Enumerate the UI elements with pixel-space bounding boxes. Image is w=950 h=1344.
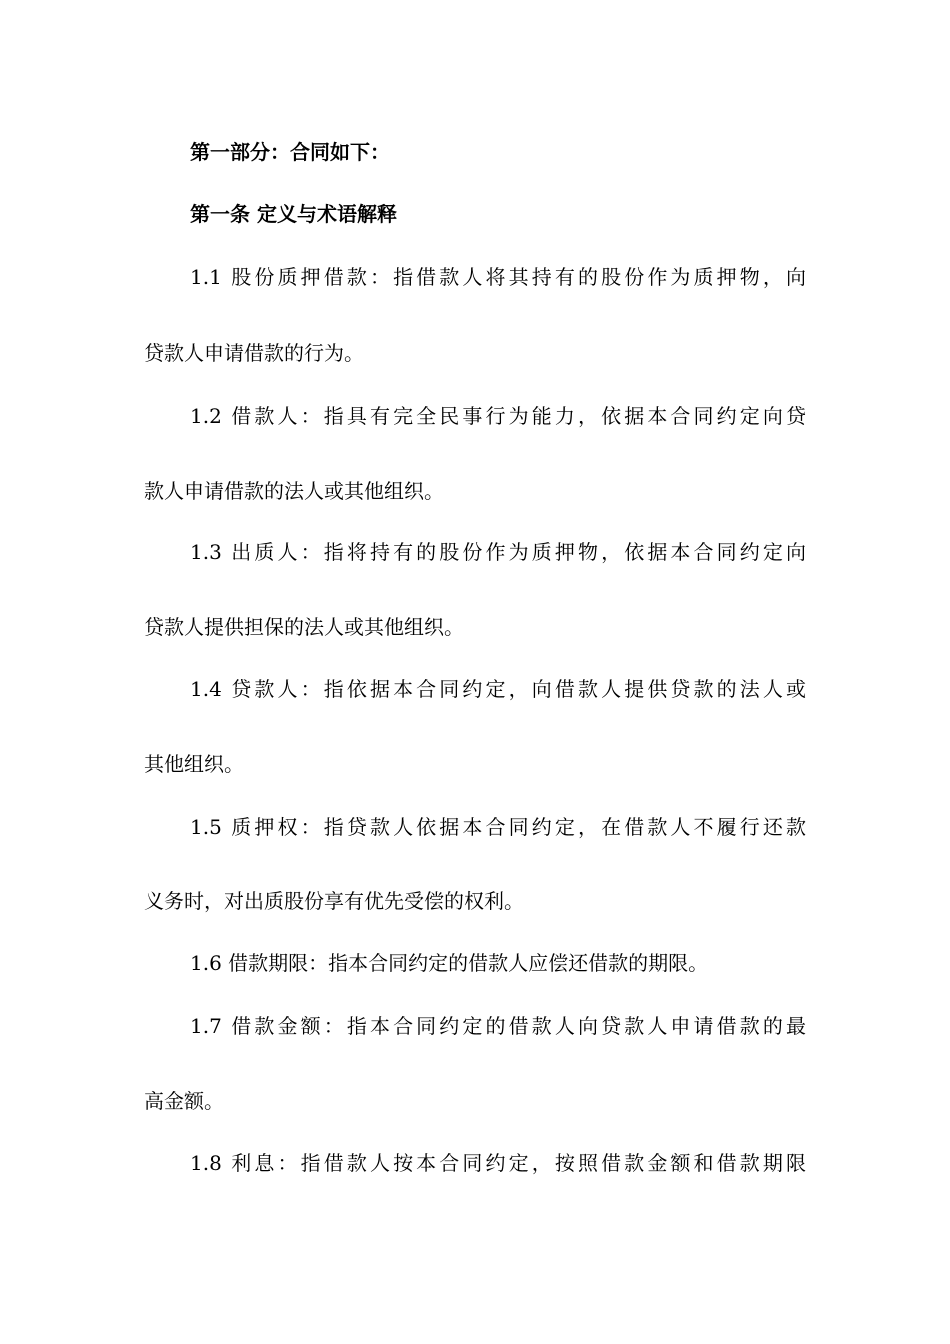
clause-1-8-line1: 1.8 利息：指借款人按本合同约定，按照借款金额和借款期限	[190, 1151, 806, 1175]
clause-1-2-line1: 1.2 借款人：指具有完全民事行为能力，依据本合同约定向贷	[190, 404, 806, 428]
part-title: 第一部分：合同如下：	[190, 140, 390, 164]
article-title: 第一条 定义与术语解释	[190, 202, 397, 226]
clause-1-5-line2: 义务时，对出质股份享有优先受偿的权利。	[144, 889, 524, 913]
clause-1-1-line1: 1.1 股份质押借款：指借款人将其持有的股份作为质押物，向	[190, 265, 806, 289]
clause-1-5-line1: 1.5 质押权：指贷款人依据本合同约定，在借款人不履行还款	[190, 815, 806, 839]
clause-1-6-line1: 1.6 借款期限：指本合同约定的借款人应偿还借款的期限。	[190, 951, 709, 975]
clause-1-3-line2: 贷款人提供担保的法人或其他组织。	[144, 615, 464, 639]
clause-1-4-line1: 1.4 贷款人：指依据本合同约定，向借款人提供贷款的法人或	[190, 677, 806, 701]
clause-1-7-line2: 高金额。	[144, 1089, 224, 1113]
clause-1-4-line2: 其他组织。	[144, 752, 244, 776]
clause-1-3-line1: 1.3 出质人：指将持有的股份作为质押物，依据本合同约定向	[190, 540, 806, 564]
clause-1-2-line2: 款人申请借款的法人或其他组织。	[144, 479, 444, 503]
clause-1-1-line2: 贷款人申请借款的行为。	[144, 341, 364, 365]
clause-1-7-line1: 1.7 借款金额：指本合同约定的借款人向贷款人申请借款的最	[190, 1014, 806, 1038]
